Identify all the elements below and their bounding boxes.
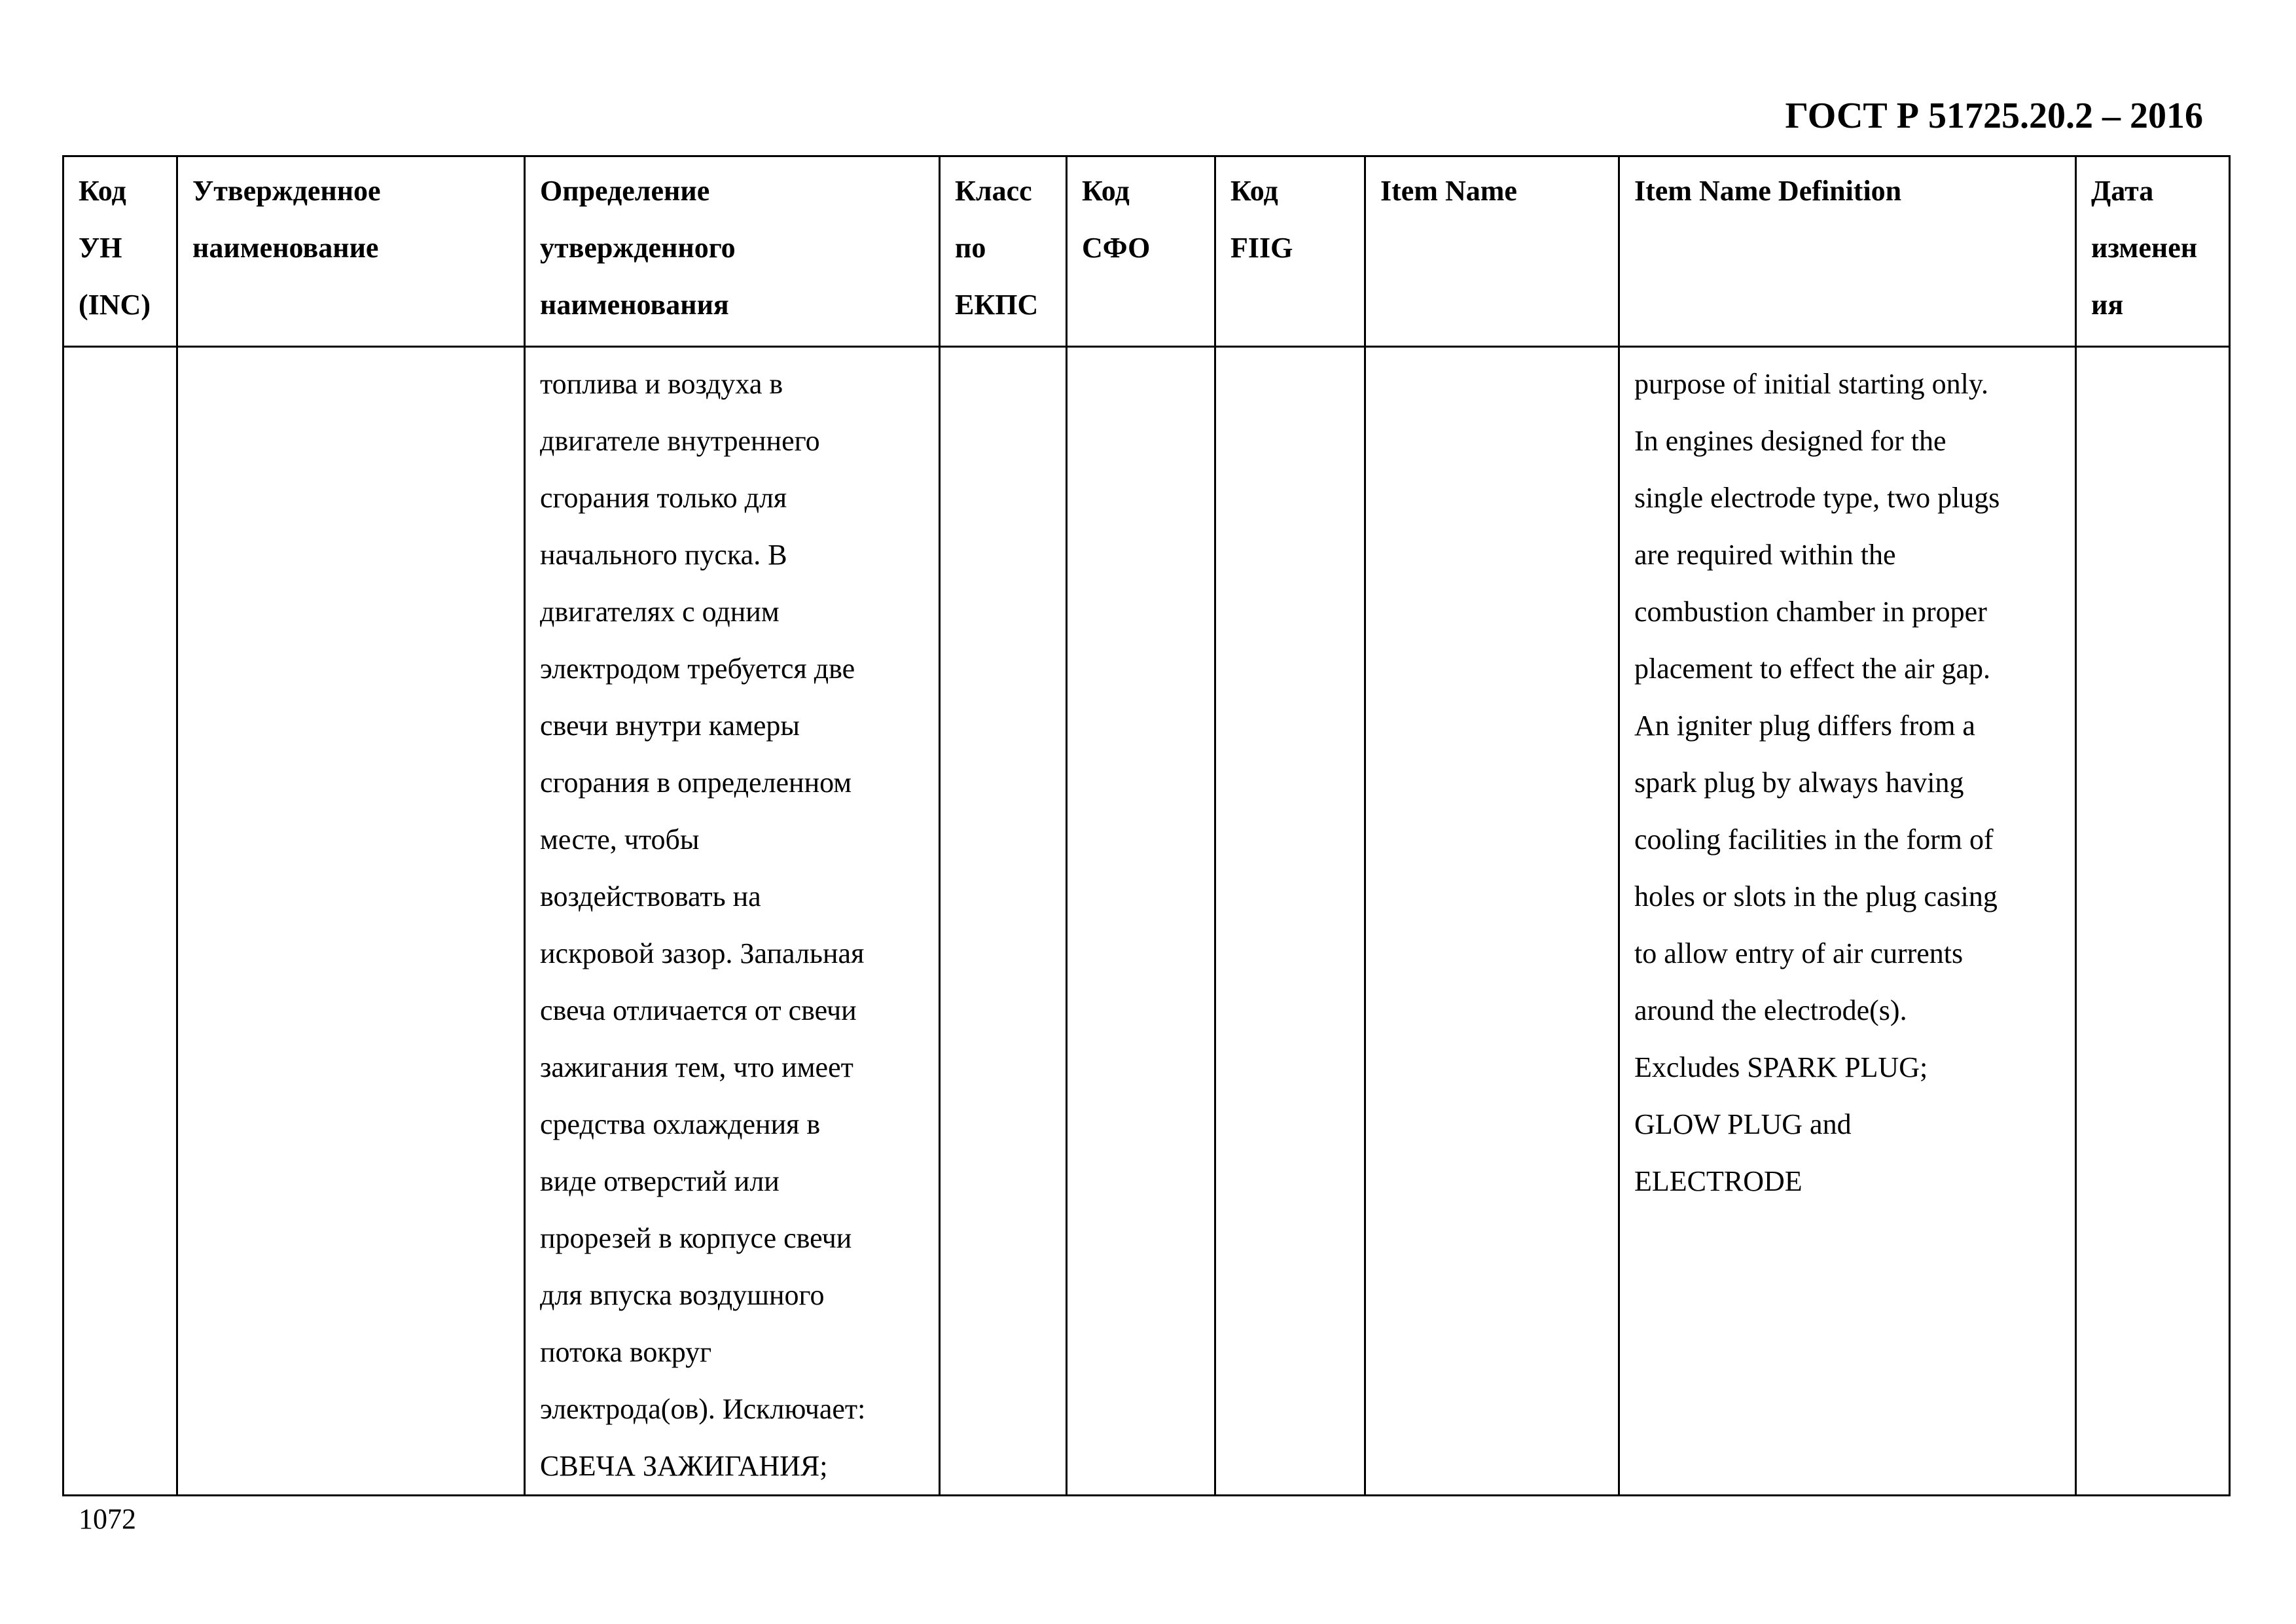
- header-line: Определение: [540, 175, 710, 207]
- cell-text-line: single electrode type, two plugs: [1634, 482, 2000, 514]
- header-line: наименования: [540, 289, 729, 321]
- cell-date: [2076, 347, 2230, 1496]
- header-line: СФО: [1082, 232, 1151, 264]
- header-line: УН: [79, 232, 122, 264]
- cell-inc: [63, 347, 177, 1496]
- header-line: Утвержденное: [192, 175, 381, 207]
- document-standard-title: ГОСТ Р 51725.20.2 – 2016: [1785, 96, 2203, 136]
- cell-text-line: зажигания тем, что имеет: [540, 1051, 853, 1083]
- cell-text-line: cooling facilities in the form of: [1634, 823, 1994, 856]
- cell-fiig: [1215, 347, 1365, 1496]
- cell-text-line: An igniter plug differs from a: [1634, 710, 1975, 742]
- header-line: Дата: [2091, 175, 2154, 207]
- header-item-name-definition: [1619, 156, 2076, 347]
- cell-text-line: are required within the: [1634, 539, 1896, 571]
- cell-approved-name: [177, 347, 525, 1496]
- header-line: изменен: [2091, 232, 2198, 264]
- header-line: Код: [79, 175, 126, 207]
- cell-sfo: [1067, 347, 1215, 1496]
- cell-text-line: сгорания только для: [540, 482, 787, 514]
- header-line: ия: [2091, 289, 2124, 321]
- table-row: [63, 347, 2230, 1496]
- cell-text-line: In engines designed for the: [1634, 425, 1946, 457]
- cell-text-line: месте, чтобы: [540, 823, 700, 856]
- header-line: по: [955, 232, 986, 264]
- header-line: Код: [1082, 175, 1130, 207]
- cell-text-line: spark plug by always having: [1634, 767, 1964, 799]
- header-line: Класс: [955, 175, 1032, 207]
- header-line: Код: [1230, 175, 1278, 207]
- header-line: Item Name: [1380, 175, 1517, 207]
- cell-text-line: потока вокруг: [540, 1336, 712, 1368]
- table-header-row: [63, 156, 2230, 347]
- cell-text-line: воздействовать на: [540, 880, 761, 912]
- cell-text-line: purpose of initial starting only.: [1634, 368, 1988, 400]
- cell-text-line: средства охлаждения в: [540, 1108, 821, 1140]
- cell-item-name: [1365, 347, 1619, 1496]
- header-fiig: [1215, 156, 1365, 347]
- cell-text-line: GLOW PLUG and: [1634, 1108, 1852, 1140]
- header-line: ЕКПС: [955, 289, 1039, 321]
- header-line: (INC): [79, 289, 151, 321]
- cell-text-line: СВЕЧА ЗАЖИГАНИЯ;: [540, 1450, 828, 1482]
- cell-text-line: свеча отличается от свечи: [540, 994, 857, 1026]
- header-line: наименование: [192, 232, 379, 264]
- cell-text-line: искровой зазор. Запальная: [540, 937, 865, 969]
- cell-text-line: электрода(ов). Исключает:: [540, 1393, 866, 1425]
- cell-text-line: для впуска воздушного: [540, 1279, 825, 1311]
- cell-text-line: combustion chamber in proper: [1634, 596, 1987, 628]
- cell-item-name-definition: [1619, 347, 2076, 1496]
- cell-text-line: топлива и воздуха в: [540, 368, 783, 400]
- header-date: [2076, 156, 2230, 347]
- header-item-name: [1365, 156, 1619, 347]
- cell-text-line: ELECTRODE: [1634, 1165, 1803, 1197]
- cell-text-line: to allow entry of air currents: [1634, 937, 1964, 969]
- header-definition: [525, 156, 940, 347]
- header-inc: [63, 156, 177, 347]
- header-line: Item Name Definition: [1634, 175, 1902, 207]
- catalog-table: [62, 155, 2231, 1496]
- cell-definition: [525, 347, 940, 1496]
- header-sfo: [1067, 156, 1215, 347]
- cell-text-line: виде отверстий или: [540, 1165, 780, 1197]
- header-approved-name: [177, 156, 525, 347]
- cell-text-line: holes or slots in the plug casing: [1634, 880, 1998, 912]
- header-class: [940, 156, 1067, 347]
- cell-text-line: свечи внутри камеры: [540, 710, 800, 742]
- cell-class: [940, 347, 1067, 1496]
- cell-text-line: around the electrode(s).: [1634, 994, 1907, 1026]
- header-line: FIIG: [1230, 232, 1293, 264]
- page-number: 1072: [79, 1503, 136, 1535]
- cell-text-line: электродом требуется две: [540, 653, 855, 685]
- cell-text-line: двигателе внутреннего: [540, 425, 820, 457]
- cell-text-line: Excludes SPARK PLUG;: [1634, 1051, 1928, 1083]
- header-line: утвержденного: [540, 232, 736, 264]
- cell-text-line: двигателях с одним: [540, 596, 780, 628]
- cell-text-line: прорезей в корпусе свечи: [540, 1222, 852, 1254]
- cell-text-line: placement to effect the air gap.: [1634, 653, 1991, 685]
- cell-text-line: сгорания в определенном: [540, 767, 852, 799]
- cell-text-line: начального пуска. В: [540, 539, 787, 571]
